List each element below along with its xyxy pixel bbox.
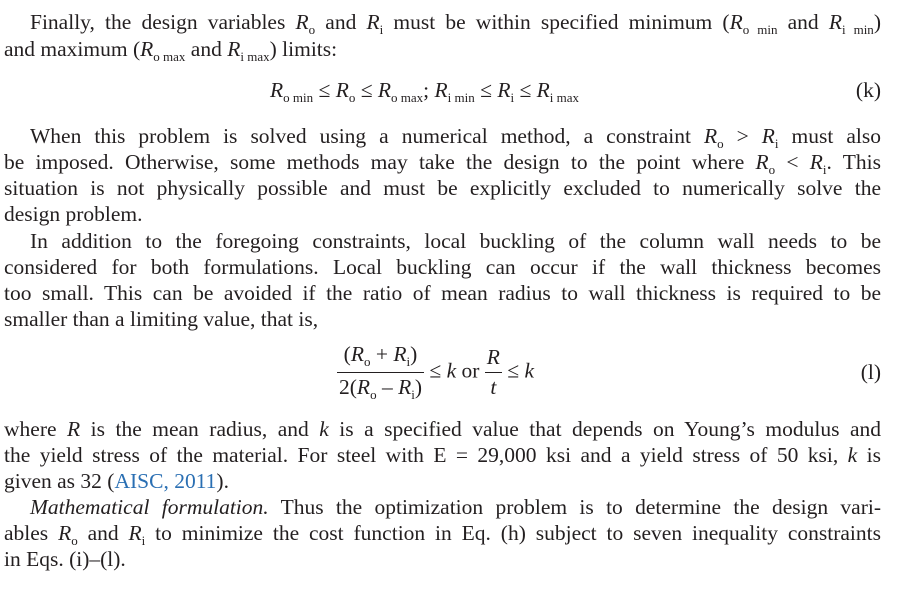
para5-line1: Mathematical formulation. Thus the optimization problem is to determine the design vari- [30,495,882,519]
para4-line1: where R is the mean radius, and k is a specified value that depends on Young’s modulus and [4,417,881,441]
para5-line3: in Eqs. (i)–(l). [4,547,126,571]
para3-line3: too small. This can be avoided if the ratio of mean radius to wall thickness is required to be [4,281,881,305]
para4-line2: the yield stress of the material. For steel with E = 29,000 ksi and a yield stress of 50 ksi, k is [4,443,881,467]
equation-k-number: (k) [855,78,881,102]
para5-line2: ables $R_o$ and $R_i$ to minimize the cost function in Eq. (h) subject to seven inequality constraints [4,521,881,548]
para3-line1: In addition to the foregoing constraints, local buckling of the column wall needs to be [30,229,881,253]
para3-line2: considered for both formulations. Local buckling can occur if the wall thickness becomes [4,255,881,279]
para2-line4: design problem. [4,202,143,226]
equation-k: $R_{o min} \le R_o \le R_{o max}$; $R_{i min} \le R_i \le R_{i max}$ [270,78,580,105]
para2-line2: be imposed. Otherwise, some methods may take the design to the point where $R_o < R_i$. This [4,150,881,177]
equation-l-number: (l) [860,360,881,384]
fraction-radius-ratio: $\frac{(R_o + R_i)}{2(R_o - R_i)}$ [339,342,422,402]
para1-line2: and maximum ($R_{o max}$ and $R_{i max}$) limits: [4,37,338,64]
fraction-R-over-t: $\frac{R}{t}$ [486,345,500,399]
para4-line3: given as 32 (AISC, 2011). [4,469,229,493]
equation-l: $\frac{(R_o + R_i)}{2(R_o - R_i)}$ ≤ k or $\frac{R}{t}$ ≤ k [339,342,535,402]
para1-line1: Finally, the design variables $R_o$ and $R_i$ must be within specified minimum ($R_{o min}$ and $R_{i min}$) [30,10,881,37]
citation-link-aisc[interactable]: AISC, 2011 [114,469,217,493]
para2-line1: When this problem is solved using a numerical method, a constraint $R_o > R_i$ must also [30,124,881,151]
para3-line4: smaller than a limiting value, that is, [4,307,319,331]
para2-line3: situation is not physically possible and must be explicitly excluded to numerically solve the [4,176,881,200]
